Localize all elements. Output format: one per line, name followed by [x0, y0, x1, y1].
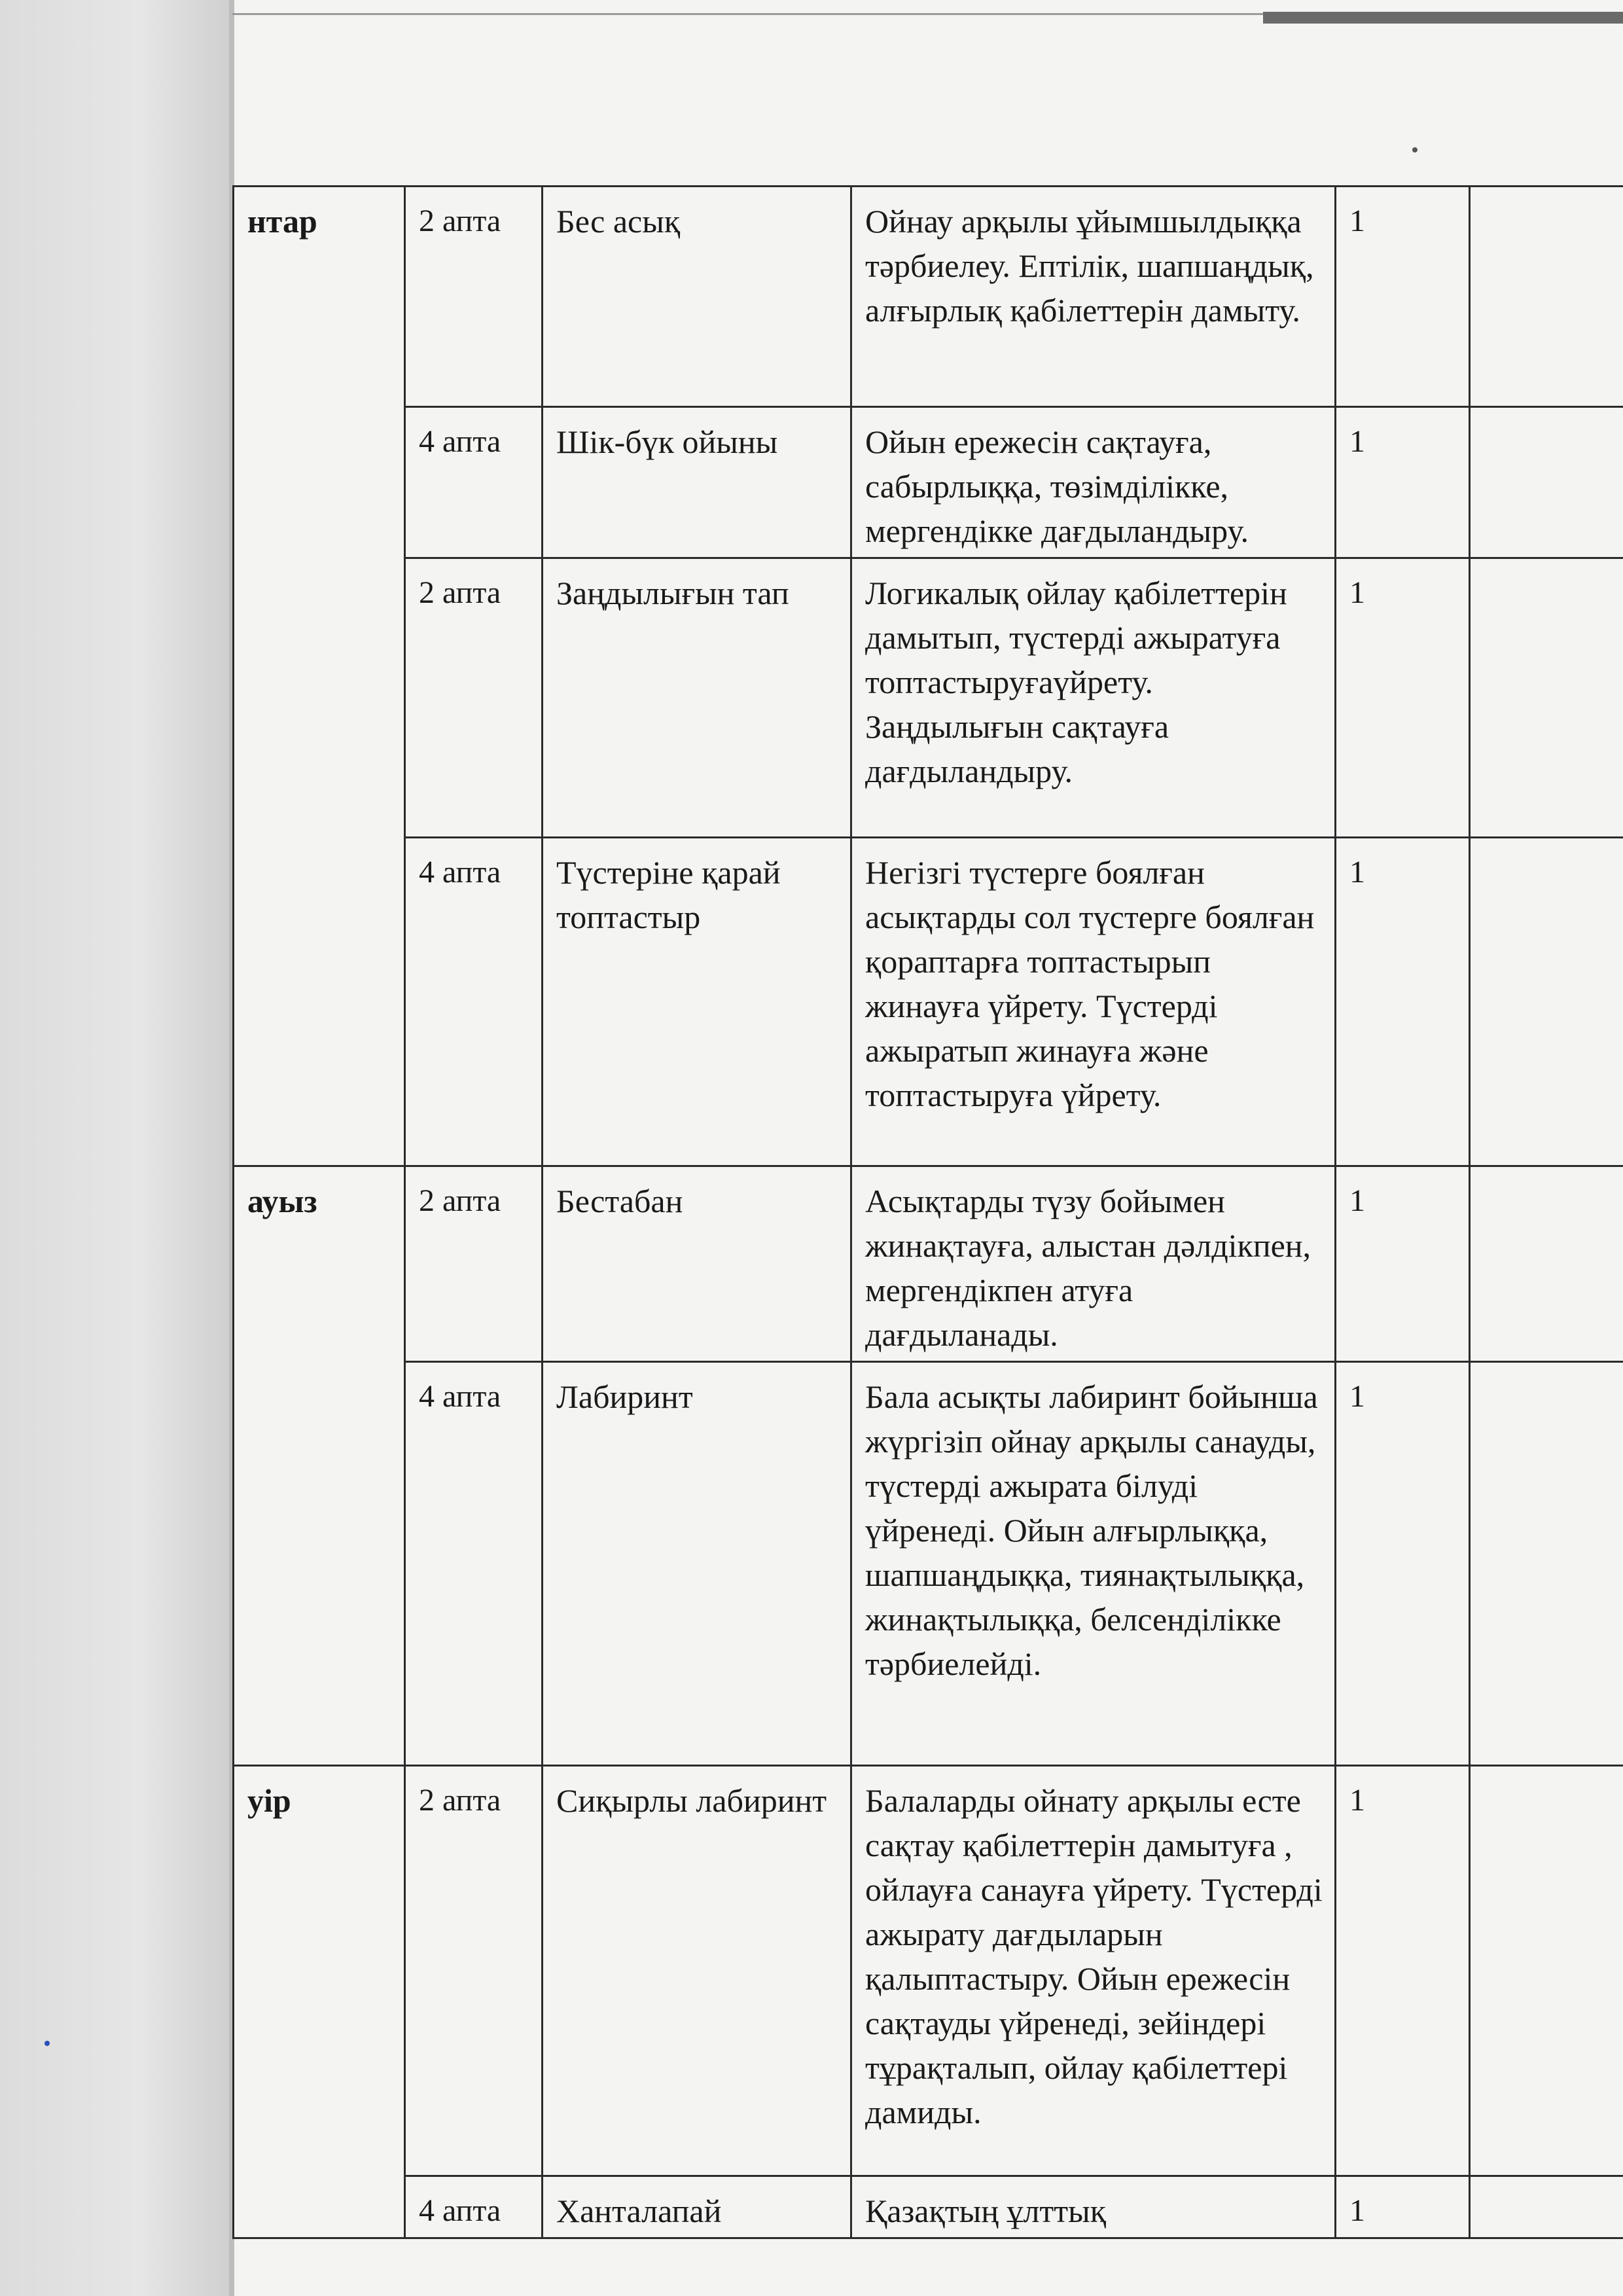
game-cell: Бес асық — [543, 187, 851, 407]
count-cell: 1 — [1336, 1766, 1470, 2176]
speck-blue — [45, 2041, 50, 2046]
note-cell — [1470, 558, 1623, 838]
note-cell — [1470, 1166, 1623, 1362]
objective-cell: Бала асықты лабиринт бойынша жүргізіп ойнау арқылы санауды, түстерді ажырата білуді үйренеді. Ойын алғырлыққа, шапшаңдыққа, тиянақтылыққа, жинақтылыққа, белсенділікке тәрбиелейді. — [851, 1362, 1336, 1766]
count-cell: 1 — [1336, 1362, 1470, 1766]
game-cell: Лабиринт — [543, 1362, 851, 1766]
week-cell: 2 апта — [405, 1766, 543, 2176]
table-row — [234, 1362, 1623, 1766]
game-cell: Ханталапай — [543, 2176, 851, 2238]
note-cell — [1470, 407, 1623, 558]
objective-cell: Қазақтың ұлттық — [851, 2176, 1336, 2238]
note-cell — [1470, 1766, 1623, 2176]
game-cell: Сиқырлы лабиринт — [543, 1766, 851, 2176]
table-row — [234, 2176, 1623, 2238]
objective-cell: Ойын ережесін сақтауға, сабырлыққа, төзімділікке, мергендікке дағдыландыру. — [851, 407, 1336, 558]
top-edge-line — [232, 13, 1263, 15]
month-cell: нтар — [234, 187, 405, 1166]
table-row — [234, 187, 1623, 407]
top-edge-bar — [1263, 12, 1623, 24]
count-cell: 1 — [1336, 2176, 1470, 2238]
objective-cell: Негізгі түстерге боялған асықтарды сол түстерге боялған қораптарға топтастырып жинауға үйрету. Түстерді ажыратып жинауға және топтастыруға үйрету. — [851, 838, 1336, 1166]
objective-cell: Асықтарды түзу бойымен жинақтауға, алыстан дәлдікпен, мергендікпен атуға дағдыланады. — [851, 1166, 1336, 1362]
week-cell: 4 апта — [405, 838, 543, 1166]
objective-cell: Ойнау арқылы ұйымшылдыққа тәрбиелеу. Ептілік, шапшаңдық, алғырлық қабілеттерін дамыту. — [851, 187, 1336, 407]
week-cell: 4 апта — [405, 407, 543, 558]
count-cell: 1 — [1336, 187, 1470, 407]
table-row — [234, 1166, 1623, 1362]
objective-cell: Балаларды ойнату арқылы есте сақтау қабілеттерін дамытуға , ойлауға санауға үйрету. Түстерді ажырату дағдыларын қалыптастыру. Ойын ережесін сақтауды үйренеді, зейіндері тұрақталып, ойлау қабілеттері дамиды. — [851, 1766, 1336, 2176]
week-cell: 2 апта — [405, 558, 543, 838]
activity-plan-table — [232, 185, 1623, 2239]
game-cell: Заңдылығын тап — [543, 558, 851, 838]
note-cell — [1470, 1362, 1623, 1766]
table-row — [234, 558, 1623, 838]
count-cell: 1 — [1336, 558, 1470, 838]
week-cell: 2 апта — [405, 187, 543, 407]
left-page-shadow — [0, 0, 232, 2296]
count-cell: 1 — [1336, 838, 1470, 1166]
note-cell — [1470, 187, 1623, 407]
count-cell: 1 — [1336, 407, 1470, 558]
week-cell: 2 апта — [405, 1166, 543, 1362]
game-cell: Түстеріне қарай топтастыр — [543, 838, 851, 1166]
objective-cell: Логикалық ойлау қабілеттерін дамытып, түстерді ажыратуға топтастыруғаүйрету. Заңдылығын сақтауға дағдыландыру. — [851, 558, 1336, 838]
table-row — [234, 838, 1623, 1166]
speck — [1412, 147, 1418, 152]
game-cell: Бестабан — [543, 1166, 851, 1362]
count-cell: 1 — [1336, 1166, 1470, 1362]
week-cell: 4 апта — [405, 1362, 543, 1766]
table-row — [234, 1766, 1623, 2176]
game-cell: Шік-бүк ойыны — [543, 407, 851, 558]
week-cell: 4 апта — [405, 2176, 543, 2238]
note-cell — [1470, 2176, 1623, 2238]
note-cell — [1470, 838, 1623, 1166]
month-cell: уір — [234, 1766, 405, 2238]
table-row — [234, 407, 1623, 558]
month-cell: ауыз — [234, 1166, 405, 1766]
